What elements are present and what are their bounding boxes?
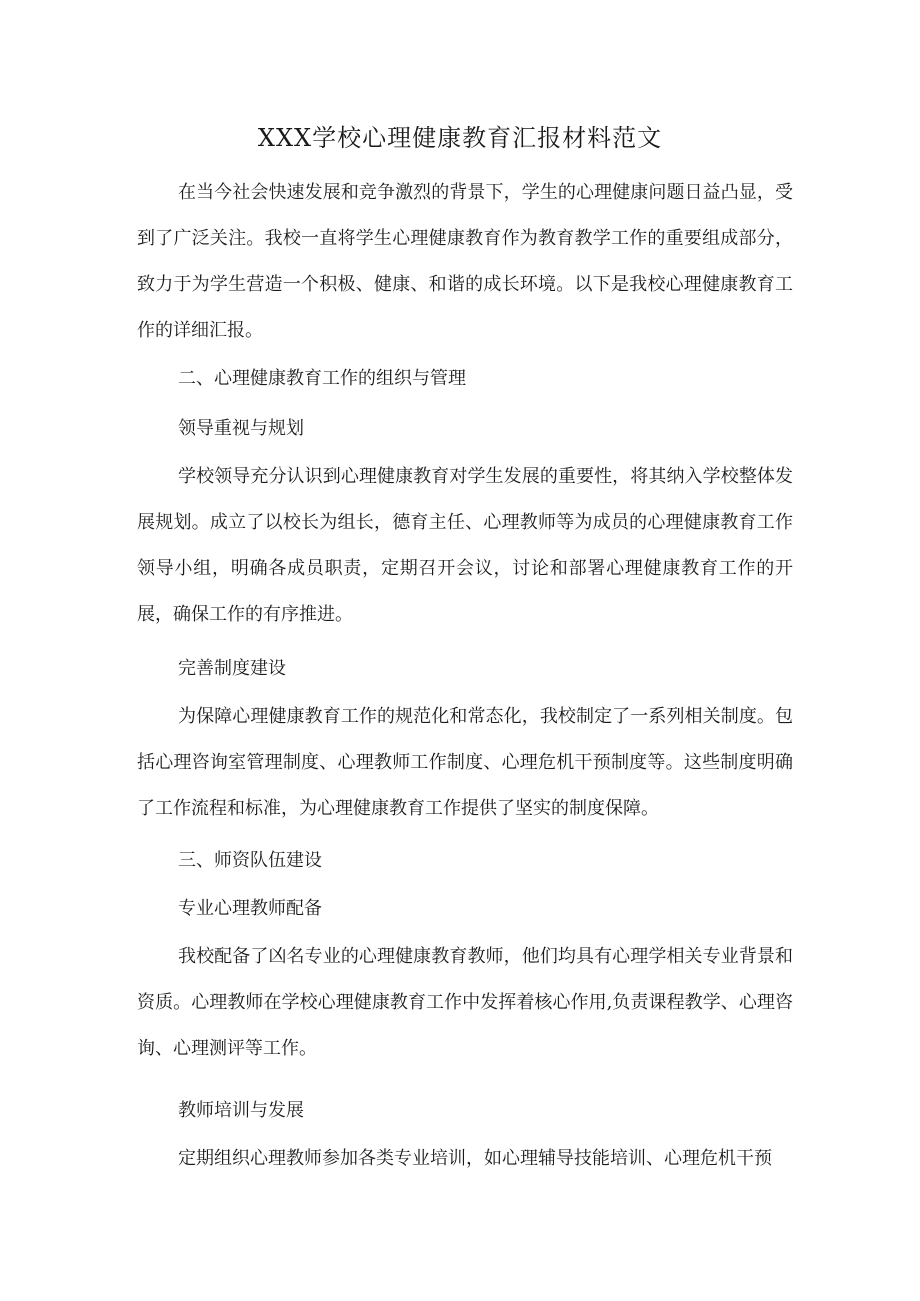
paragraph-teacher-staffing: 我校配备了凶名专业的心理健康教育教师，他们均具有心理学相关专业背景和资质。心理教师在学校心理健康教育工作中发挥着核心作用,负责课程教学、心理咨询、心理测评等工作。 <box>137 946 793 1059</box>
section-heading-organization: 二、心理健康教育工作的组织与管理 <box>178 368 466 389</box>
document-title: XXX学校心理健康教育汇报材料范文 <box>257 124 663 152</box>
subheading-teacher-staffing: 专业心理教师配备 <box>178 898 322 919</box>
intro-paragraph: 在当今社会快速发展和竞争激烈的背景下，学生的心理健康问题日益凸显，受到了广泛关注。我校一直将学生心理健康教育作为教育教学工作的重要组成部分，致力于为学生营造一个积极、健康、和谐的成长环境。以下是我校心理健康教育工作的详细汇报。 <box>137 182 793 341</box>
paragraph-leadership: 学校领导充分认识到心理健康教育对学生发展的重要性，将其纳入学校整体发展规划。成立了以校长为组长，德育主任、心理教师等为成员的心理健康教育工作领导小组，明确各成员职责，定期召开会议，讨论和部署心理健康教育工作的开展，确保工作的有序推进。 <box>137 466 793 625</box>
paragraph-teacher-training: 定期组织心理教师参加各类专业培训，如心理辅导技能培训、心理危机干预 <box>178 1148 772 1169</box>
section-heading-teachers: 三、师资队伍建设 <box>178 850 322 871</box>
subheading-teacher-training: 教师培训与发展 <box>178 1100 304 1121</box>
subheading-system-building: 完善制度建设 <box>178 658 286 679</box>
paragraph-system-building: 为保障心理健康教育工作的规范化和常态化，我校制定了一系列相关制度。包括心理咨询室管理制度、心理教师工作制度、心理危机干预制度等。这些制度明确了工作流程和标准，为心理健康教育工作提供了坚实的制度保障。 <box>137 706 793 819</box>
subheading-leadership: 领导重视与规划 <box>178 418 304 439</box>
